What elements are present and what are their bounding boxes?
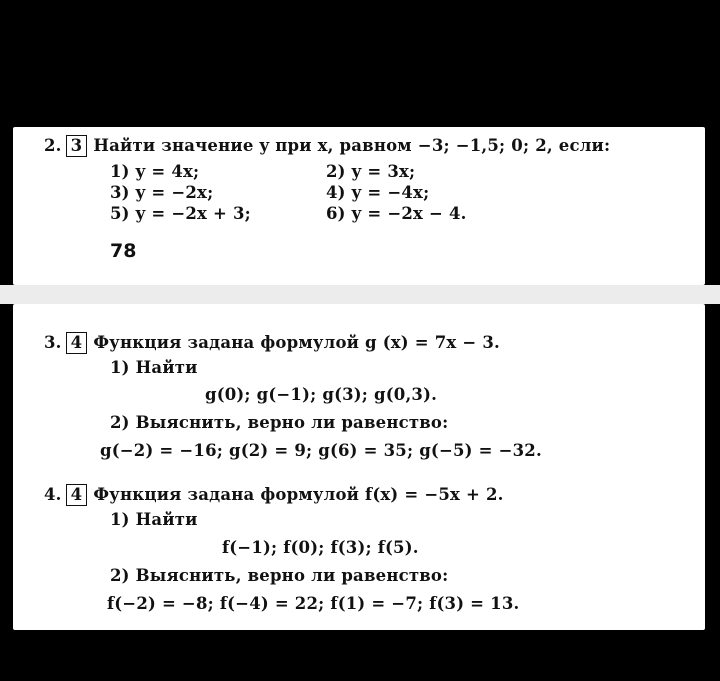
task-3-find-label: 1) Найти: [110, 358, 198, 377]
task-3-check-label: 2) Выяснить, верно ли равенство:: [110, 413, 449, 432]
separator-strip: [0, 285, 720, 304]
difficulty-box: 3: [66, 135, 88, 157]
task-2-item-1: 1) y = 4x;: [110, 162, 200, 181]
task-2-item-4: 4) y = −4x;: [326, 183, 430, 202]
task-3-header: [44, 332, 500, 354]
task-prompt: Функция задана формулой f(x) = −5x + 2.: [93, 485, 504, 504]
task-4-find-label: 1) Найти: [110, 510, 198, 529]
task-2-header: [44, 135, 610, 157]
task-prompt: Найти значение y при x, равном −3; −1,5; 0; 2, если:: [93, 136, 611, 155]
task-number: 4.: [44, 485, 62, 504]
task-4-header: [44, 484, 504, 506]
task-4-check-label: 2) Выяснить, верно ли равенство:: [110, 566, 449, 585]
task-4-find-values: f(−1); f(0); f(3); f(5).: [222, 538, 419, 557]
task-3-check-values: g(−2) = −16; g(2) = 9; g(6) = 35; g(−5) = −32.: [100, 441, 542, 460]
task-2-item-5: 5) y = −2x + 3;: [110, 204, 251, 223]
task-number: 3.: [44, 333, 62, 352]
page-number: 78: [110, 240, 137, 262]
task-2-item-6: 6) y = −2x − 4.: [326, 204, 467, 223]
task-prompt: Функция задана формулой g (x) = 7x − 3.: [93, 333, 500, 352]
task-number: 2.: [44, 136, 62, 155]
task-2-item-2: 2) y = 3x;: [326, 162, 416, 181]
task-2-item-3: 3) y = −2x;: [110, 183, 214, 202]
task-4-check-values: f(−2) = −8; f(−4) = 22; f(1) = −7; f(3) = 13.: [107, 594, 520, 613]
difficulty-box: 4: [66, 484, 88, 506]
difficulty-box: 4: [66, 332, 88, 354]
task-3-find-values: g(0); g(−1); g(3); g(0,3).: [205, 385, 438, 404]
